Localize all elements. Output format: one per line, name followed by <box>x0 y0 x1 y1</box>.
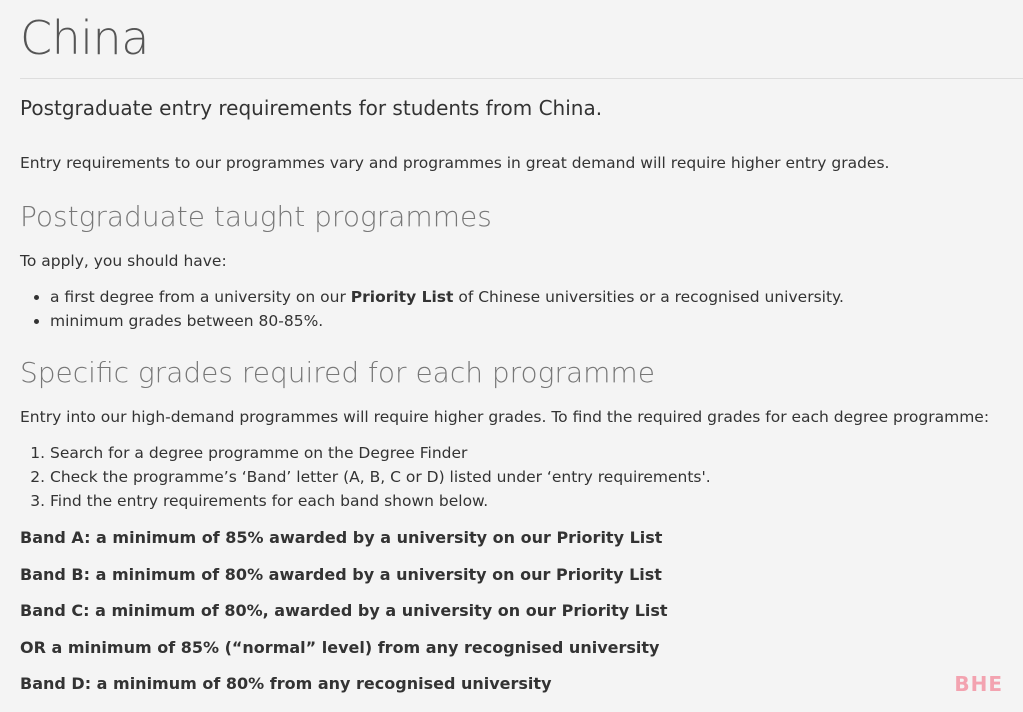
list-item: 3. Find the entry requirements for each band shown below. <box>50 489 711 513</box>
taught-heading: Postgraduate taught programmes <box>20 200 492 233</box>
requirements-list <box>20 285 844 333</box>
band-c: Band C: a minimum of 80%, awarded by a university on our Priority List <box>20 601 668 620</box>
list-item: 1. Search for a degree programme on the Degree Finder <box>50 441 711 465</box>
bullet1-post: of Chinese universities or a recognised university. <box>453 288 844 306</box>
lead-text: Postgraduate entry requirements for students from China. <box>20 96 603 120</box>
page-title: China <box>20 11 149 65</box>
bullet1-pre: a first degree from a university on our <box>50 288 351 306</box>
watermark-logo: BHE <box>954 672 1003 696</box>
priority-list-text: Priority List <box>350 288 454 306</box>
band-c-or: OR a minimum of 85% (“normal” level) from any recognised university <box>20 638 660 657</box>
band-b: Band B: a minimum of 80% awarded by a university on our Priority List <box>20 565 662 584</box>
steps-list <box>20 441 711 513</box>
specific-heading: Specific grades required for each programme <box>20 356 655 389</box>
list-item <box>50 285 844 309</box>
list-item: • minimum grades between 80-85%. <box>50 309 844 333</box>
list-item: 2. Check the programme’s ‘Band’ letter (A, B, C or D) listed under ‘entry requirements'. <box>50 465 711 489</box>
title-divider <box>20 78 1023 79</box>
band-d: Band D: a minimum of 80% from any recognised university <box>20 674 552 693</box>
band-a: Band A: a minimum of 85% awarded by a university on our Priority List <box>20 528 663 547</box>
apply-text: To apply, you should have: <box>20 252 227 270</box>
intro-text: Entry requirements to our programmes vary and programmes in great demand will require higher entry grades. <box>20 154 890 172</box>
specific-intro: Entry into our high-demand programmes will require higher grades. To find the required grades for each degree programme: <box>20 408 990 426</box>
